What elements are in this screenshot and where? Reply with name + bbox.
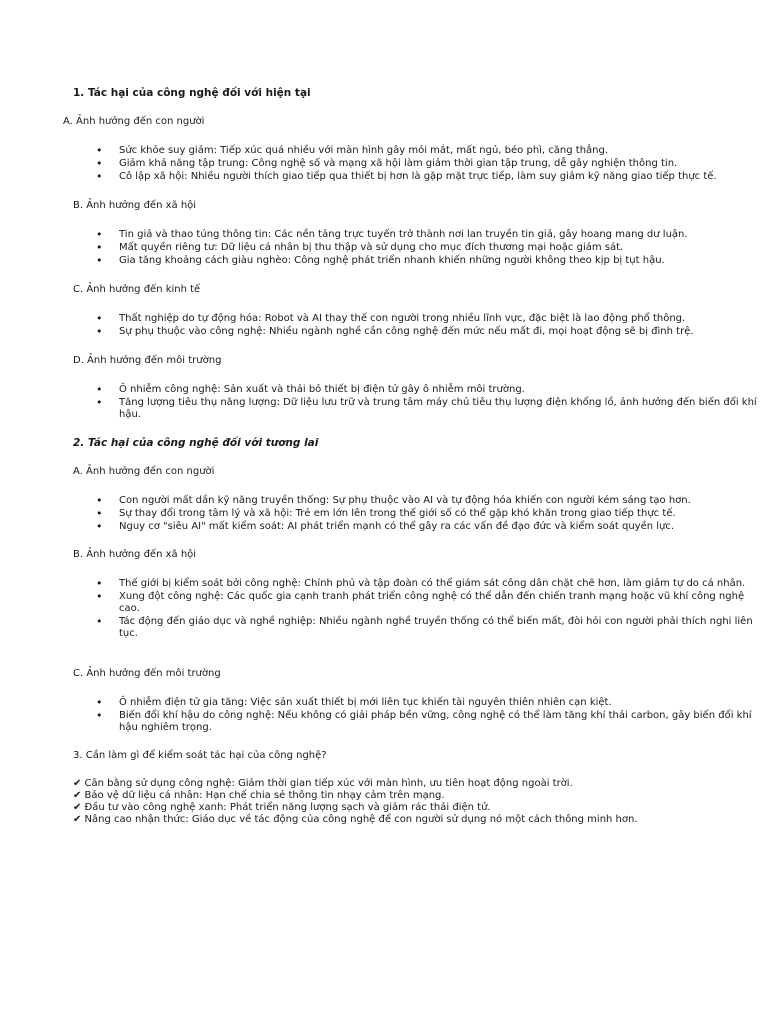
section-2-title: 2. Tác hại của công nghệ đối với tương lai xyxy=(73,437,319,449)
section-1d-heading: D. Ảnh hưởng đến môi trường xyxy=(73,355,222,366)
list-item: • Sự thay đổi trong tâm lý và xã hội: Trẻ em lớn lên trong thế giới số có thể gặp khó khăn trong giao tiếp thực tế. xyxy=(96,508,764,520)
section-2a-heading: A. Ảnh hưởng đến con người xyxy=(73,466,215,477)
section-1c-list xyxy=(96,313,764,339)
section-1b-list xyxy=(96,229,764,268)
list-item: • Sự phụ thuộc vào công nghệ: Nhiều ngành nghề cần công nghệ đến mức nếu mất đi, mọi hoạt động sẽ bị đình trệ. xyxy=(96,326,764,338)
list-item: • Tác động đến giáo dục và nghề nghiệp: Nhiều ngành nghề truyền thống có thể biến mất, đòi hỏi con người phải thích nghi liên tục. xyxy=(96,616,764,640)
list-item: • Nguy cơ "siêu AI" mất kiểm soát: AI phát triển mạnh có thể gây ra các vấn đề đạo đức và kiểm soát quyền lực. xyxy=(96,521,764,533)
list-item: • Cô lập xã hội: Nhiều người thích giao tiếp qua thiết bị hơn là gặp mặt trực tiếp, làm suy giảm kỹ năng giao tiếp thực tế. xyxy=(96,171,764,183)
checklist-item: ✔ Nâng cao nhận thức: Giáo dục về tác động của công nghệ để con người sử dụng nó một cách thông minh hơn. xyxy=(73,814,638,825)
list-item: • Thất nghiệp do tự động hóa: Robot và AI thay thế con người trong nhiều lĩnh vực, đặc biệt là lao động phổ thông. xyxy=(96,313,764,325)
list-item: • Thế giới bị kiểm soát bởi công nghệ: Chính phủ và tập đoàn có thể giám sát công dân chặt chẽ hơn, làm giảm tự do cá nhân. xyxy=(96,578,764,590)
list-item: • Mất quyền riêng tư: Dữ liệu cá nhân bị thu thập và sử dụng cho mục đích thương mại hoặc giám sát. xyxy=(96,242,764,254)
list-item: • Con người mất dần kỹ năng truyền thống: Sự phụ thuộc vào AI và tự động hóa khiến con người kém sáng tạo hơn. xyxy=(96,495,764,507)
list-item: • Ô nhiễm công nghệ: Sản xuất và thải bỏ thiết bị điện tử gây ô nhiễm môi trường. xyxy=(96,384,764,396)
section-2c-list xyxy=(96,697,764,735)
list-item: • Ô nhiễm điện tử gia tăng: Việc sản xuất thiết bị mới liên tục khiến tài nguyên thiên nhiên cạn kiệt. xyxy=(96,697,764,709)
section-1a-heading: A. Ảnh hưởng đến con người xyxy=(63,116,205,127)
section-2b-heading: B. Ảnh hưởng đến xã hội xyxy=(73,549,197,560)
checklist-item: ✔ Bảo vệ dữ liệu cá nhân: Hạn chế chia sẻ thông tin nhạy cảm trên mạng. xyxy=(73,790,445,801)
section-1-title: 1. Tác hại của công nghệ đối với hiện tại xyxy=(73,87,311,99)
section-1a-list xyxy=(96,145,764,184)
section-2c-heading: C. Ảnh hưởng đến môi trường xyxy=(73,668,221,679)
list-item: • Biến đổi khí hậu do công nghệ: Nếu không có giải pháp bền vững, công nghệ có thể làm tăng khí thải carbon, gây biến đổi khí hậu nghiêm trọng. xyxy=(96,710,764,734)
section-1b-heading: B. Ảnh hưởng đến xã hội xyxy=(73,200,197,211)
section-2a-list xyxy=(96,495,764,534)
checklist-item: ✔ Cân bằng sử dụng công nghệ: Giảm thời gian tiếp xúc với màn hình, ưu tiên hoạt động ngoài trời. xyxy=(73,778,573,789)
checklist-item: ✔ Đầu tư vào công nghệ xanh: Phát triển năng lượng sạch và giảm rác thải điện tử. xyxy=(73,802,491,813)
list-item: • Xung đột công nghệ: Các quốc gia cạnh tranh phát triển công nghệ có thể dẫn đến chiến tranh mạng hoặc vũ khí công nghệ cao. xyxy=(96,591,764,615)
list-item: • Giảm khả năng tập trung: Công nghệ số và mạng xã hội làm giảm thời gian tập trung, dễ gây nghiện thông tin. xyxy=(96,158,764,170)
list-item: • Tăng lượng tiêu thụ năng lượng: Dữ liệu lưu trữ và trung tâm máy chủ tiêu thụ lượng điện khổng lồ, ảnh hưởng đến biến đổi khí hậu. xyxy=(96,397,764,421)
section-3-title: 3. Cần làm gì để kiểm soát tác hại của công nghệ? xyxy=(73,750,327,761)
section-1c-heading: C. Ảnh hưởng đến kinh tế xyxy=(73,284,201,295)
section-3-checklist xyxy=(73,778,763,826)
list-item: • Gia tăng khoảng cách giàu nghèo: Công nghệ phát triển nhanh khiến những người không theo kịp bị tụt hậu. xyxy=(96,255,764,267)
section-1d-list xyxy=(96,384,764,422)
section-2b-list xyxy=(96,578,764,641)
list-item: • Tin giả và thao túng thông tin: Các nền tảng trực tuyến trở thành nơi lan truyền tin giả, gây hoang mang dư luận. xyxy=(96,229,764,241)
list-item: • Sức khỏe suy giảm: Tiếp xúc quá nhiều với màn hình gây mỏi mắt, mất ngủ, béo phì, căng thẳng. xyxy=(96,145,764,157)
